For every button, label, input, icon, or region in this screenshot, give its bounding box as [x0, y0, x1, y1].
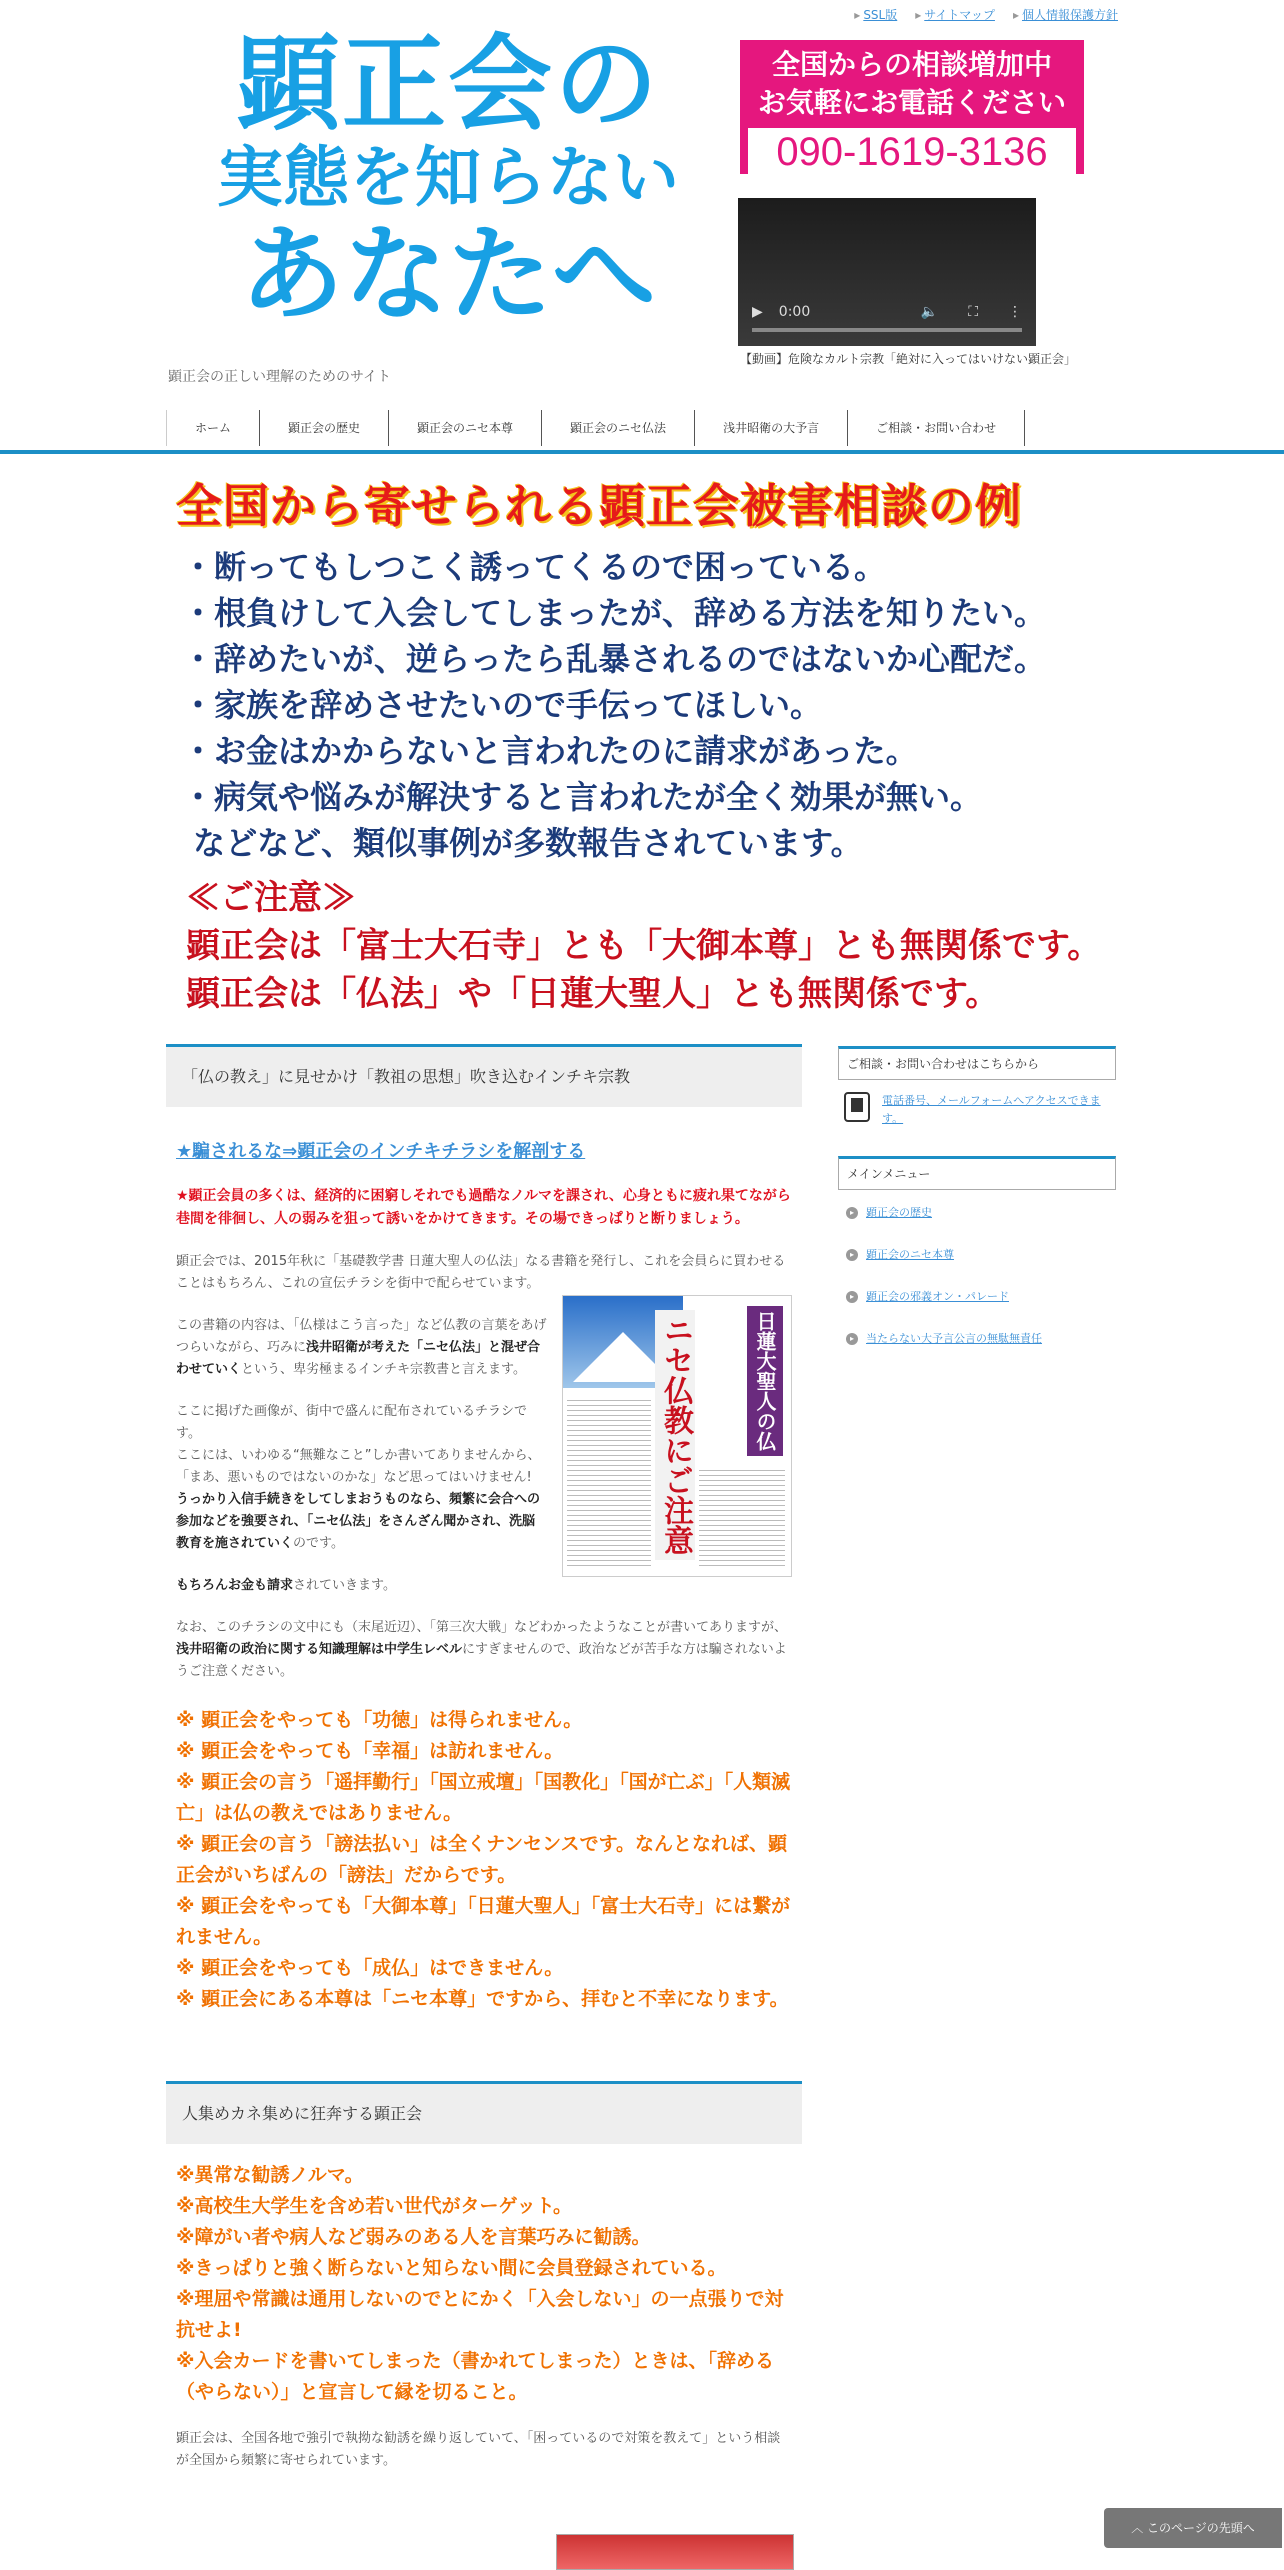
ssl-link[interactable]: ▸ SSL版 — [854, 6, 897, 23]
caution-block — [186, 874, 1101, 1018]
note-item: ※入会カードを書いてしまった（書かれてしまった）ときは、「辞める（やらない）」と宣言して縁を切ること。 — [176, 2350, 774, 2403]
section2-image — [556, 2534, 794, 2570]
warning-paragraph: ★顕正会員の多くは、経済的に困窮しそれでも過酷なノルマを課され、心身ともに疲れ果てながら巷間を徘徊し、人の弱みを狙って誘いをかけてきます。その場できっぱりと断りましょう。 — [176, 1188, 791, 1227]
paragraph: この書籍の内容は、「仏様はこう言った」など仏教の言葉をあげつらいながら、巧みに浅井昭衛が考えた「ニセ仏法」と混ぜ合わせていくという、卑劣極まるインチキ宗教書と言えます。 — [176, 1318, 547, 1377]
sidebar-item-history[interactable]: ▸ 顕正会の歴史 — [846, 1204, 1116, 1220]
volume-icon[interactable]: 🔈 — [920, 304, 939, 320]
banner-title: 全国から寄せられる顕正会被害相談の例 — [176, 479, 1022, 533]
example-item: ・家族を辞めさせたいので手伝ってほしい。 — [182, 686, 823, 724]
contact-link[interactable]: 電話番号、メールフォームへアクセスできます。 — [844, 1092, 1116, 1128]
example-summary: などなど、類似事例が多数報告されています。 — [182, 824, 863, 862]
flyer-image — [562, 1295, 792, 1577]
paragraph: 顕正会では、2015年秋に「基礎教学書 日蓮大聖人の仏法」なる書籍を発行し、これを会員らに買わせることはもちろん、これの宣伝チラシを街中で配らせています。 — [176, 1254, 786, 1291]
main-nav — [166, 410, 1025, 446]
note-item: ※障がい者や病人など弱みのある人を言葉巧みに勧誘。 — [176, 2226, 651, 2248]
note-item: ※理屈や常識は通用しないのでとにかく「入会しない」の一点張りで対抗せよ! — [176, 2288, 784, 2341]
site-tagline: 顕正会の正しい理解のためのサイト — [168, 369, 392, 385]
flyer-analysis-link[interactable]: ★騙されるな⇒顕正会のインチキチラシを解剖する — [176, 1141, 586, 1162]
site-logo[interactable]: 顕正会の 実態を知らない あなたへ — [217, 23, 679, 336]
phone-banner-line1: 全国からの相談増加中 — [771, 48, 1052, 81]
nav-contact[interactable]: ご相談・お問い合わせ — [848, 410, 1025, 446]
section-heading: 人集めカネ集めに狂奔する顕正会 — [166, 2081, 802, 2144]
note-item: ※ 顕正会をやっても「功徳」は得られません。 — [176, 1709, 583, 1731]
phone-icon — [844, 1092, 870, 1122]
note-item: ※ 顕正会にある本尊は「ニセ本尊」ですから、拝むと不幸になります。 — [176, 1988, 789, 2010]
sitemap-link[interactable]: ▸ サイトマップ — [915, 6, 995, 23]
caution-line: 顕正会は「富士大石寺」とも「大御本尊」とも無関係です。 — [186, 926, 1102, 966]
video-caption: 【動画】危険なカルト宗教「絶対に入ってはいけない顕正会」 — [740, 352, 1077, 366]
caution-title: ≪ご注意≫ — [186, 878, 356, 918]
note-item: ※ 顕正会をやっても「成仏」はできません。 — [176, 1957, 564, 1979]
phone-banner[interactable] — [740, 40, 1084, 174]
main-content — [166, 1044, 802, 2472]
flyer-side-text: 日蓮大聖人の仏法 — [747, 1306, 783, 1456]
video-time: 0:00 — [778, 304, 811, 320]
orange-notes — [176, 1705, 792, 2015]
section-heading: 「仏の教え」に見せかけ「教祖の思想」吹き込むインチキ宗教 — [166, 1044, 802, 1107]
video-player[interactable] — [738, 198, 1036, 346]
phone-number: 090-1619-3136 — [748, 128, 1076, 176]
phone-banner-line2: お気軽にお電話ください — [757, 86, 1066, 119]
play-icon[interactable]: ▶ — [752, 304, 763, 320]
note-item: ※高校生大学生を含め若い世代がターゲット。 — [176, 2195, 573, 2217]
privacy-link[interactable]: ▸ 個人情報保護方針 — [1013, 6, 1118, 23]
note-item: ※ 顕正会の言う「遥拝勤行」「国立戒壇」「国教化」「国が亡ぶ」「人類滅亡」は仏の教えではありません。 — [176, 1771, 791, 1824]
nav-divider — [0, 450, 1284, 454]
example-item: ・断ってもしつこく誘ってくるので困っている。 — [182, 548, 887, 586]
paragraph: ここに掲げた画像が、街中で盛んに配布されているチラシです。 ここには、いわゆる“無難なこと”しか書いてありませんから、「まあ、悪いものではないのかな」など思ってはいけません! うっかり入信手続きをしてしまおうものなら、頻繁に会合への参加などを強要され、「ニセ仏法」をさんざん聞かされ、洗脳教育を施されていくのです。 — [176, 1404, 541, 1551]
flyer-vertical-text: ニセ仏教にご注意 — [655, 1310, 695, 1560]
nav-fake-buddhism[interactable]: 顕正会のニセ仏法 — [542, 410, 695, 446]
sidebar-item-heresy-parade[interactable]: ▸ 顕正会の邪義オン・パレード — [846, 1288, 1116, 1304]
sidebar — [838, 1046, 1116, 1372]
more-icon[interactable]: ⋮ — [1008, 304, 1022, 320]
nav-history[interactable]: 顕正会の歴史 — [260, 410, 389, 446]
example-item: ・お金はかからないと言われたのに請求があった。 — [182, 732, 918, 770]
paragraph: 顕正会は、全国各地で強引で執拗な勧誘を繰り返していて、「困っているので対策を教えて」という相談が全国から頻繁に寄せられています。 — [176, 2431, 781, 2468]
example-item: ・病気や悩みが解決すると言われたが全く効果が無い。 — [182, 778, 983, 816]
consultation-examples — [182, 544, 1046, 866]
nav-fake-honzon[interactable]: 顕正会のニセ本尊 — [389, 410, 542, 446]
menu-heading: メインメニュー — [838, 1156, 1116, 1190]
note-item: ※きっぱりと強く断らないと知らない間に会員登録されている。 — [176, 2257, 727, 2279]
video-progress-bar[interactable] — [752, 328, 1022, 332]
sidebar-item-prophecy[interactable]: ▸ 当たらない大予言公言の無駄無責任 — [846, 1330, 1116, 1346]
paragraph: もちろんお金も請求されていきます。 — [176, 1578, 396, 1593]
note-item: ※ 顕正会の言う「謗法払い」は全くナンセンスです。なんとなれば、顕正会がいちばんの「謗法」だからです。 — [176, 1833, 788, 1886]
example-item: ・辞めたいが、逆らったら乱暴されるのではないか心配だ。 — [182, 640, 1047, 678]
contact-heading: ご相談・お問い合わせはこちらから — [838, 1046, 1116, 1080]
caution-line: 顕正会は「仏法」や「日蓮大聖人」とも無関係です。 — [186, 974, 1000, 1014]
paragraph: なお、このチラシの文中にも（末尾近辺）、「第三次大戦」などわかったようなことが書いてありますが、浅井昭衛の政治に関する知識理解は中学生レベルにすぎませんので、政治などが苦手な方は騙されないようご注意ください。 — [176, 1620, 788, 1679]
sidebar-menu — [838, 1204, 1116, 1346]
top-links — [854, 6, 1118, 23]
fullscreen-icon[interactable]: ⛶ — [968, 304, 978, 320]
orange-notes — [176, 2160, 792, 2408]
nav-prophecy[interactable]: 浅井昭衛の大予言 — [695, 410, 848, 446]
note-item: ※異常な勧誘ノルマ。 — [176, 2164, 364, 2186]
nav-home[interactable]: ホーム — [167, 410, 260, 446]
scroll-to-top-button[interactable]: ︿ このページの先頭へ — [1104, 2508, 1282, 2548]
chevron-up-icon: ︿ — [1131, 2521, 1148, 2535]
note-item: ※ 顕正会をやっても「大御本尊」「日蓮大聖人」「富士大石寺」には繋がれません。 — [176, 1895, 791, 1948]
sidebar-item-fake-honzon[interactable]: ▸ 顕正会のニセ本尊 — [846, 1246, 1116, 1262]
example-item: ・根負けして入会してしまったが、辞める方法を知りたい。 — [182, 594, 1047, 632]
note-item: ※ 顕正会をやっても「幸福」は訪れません。 — [176, 1740, 564, 1762]
